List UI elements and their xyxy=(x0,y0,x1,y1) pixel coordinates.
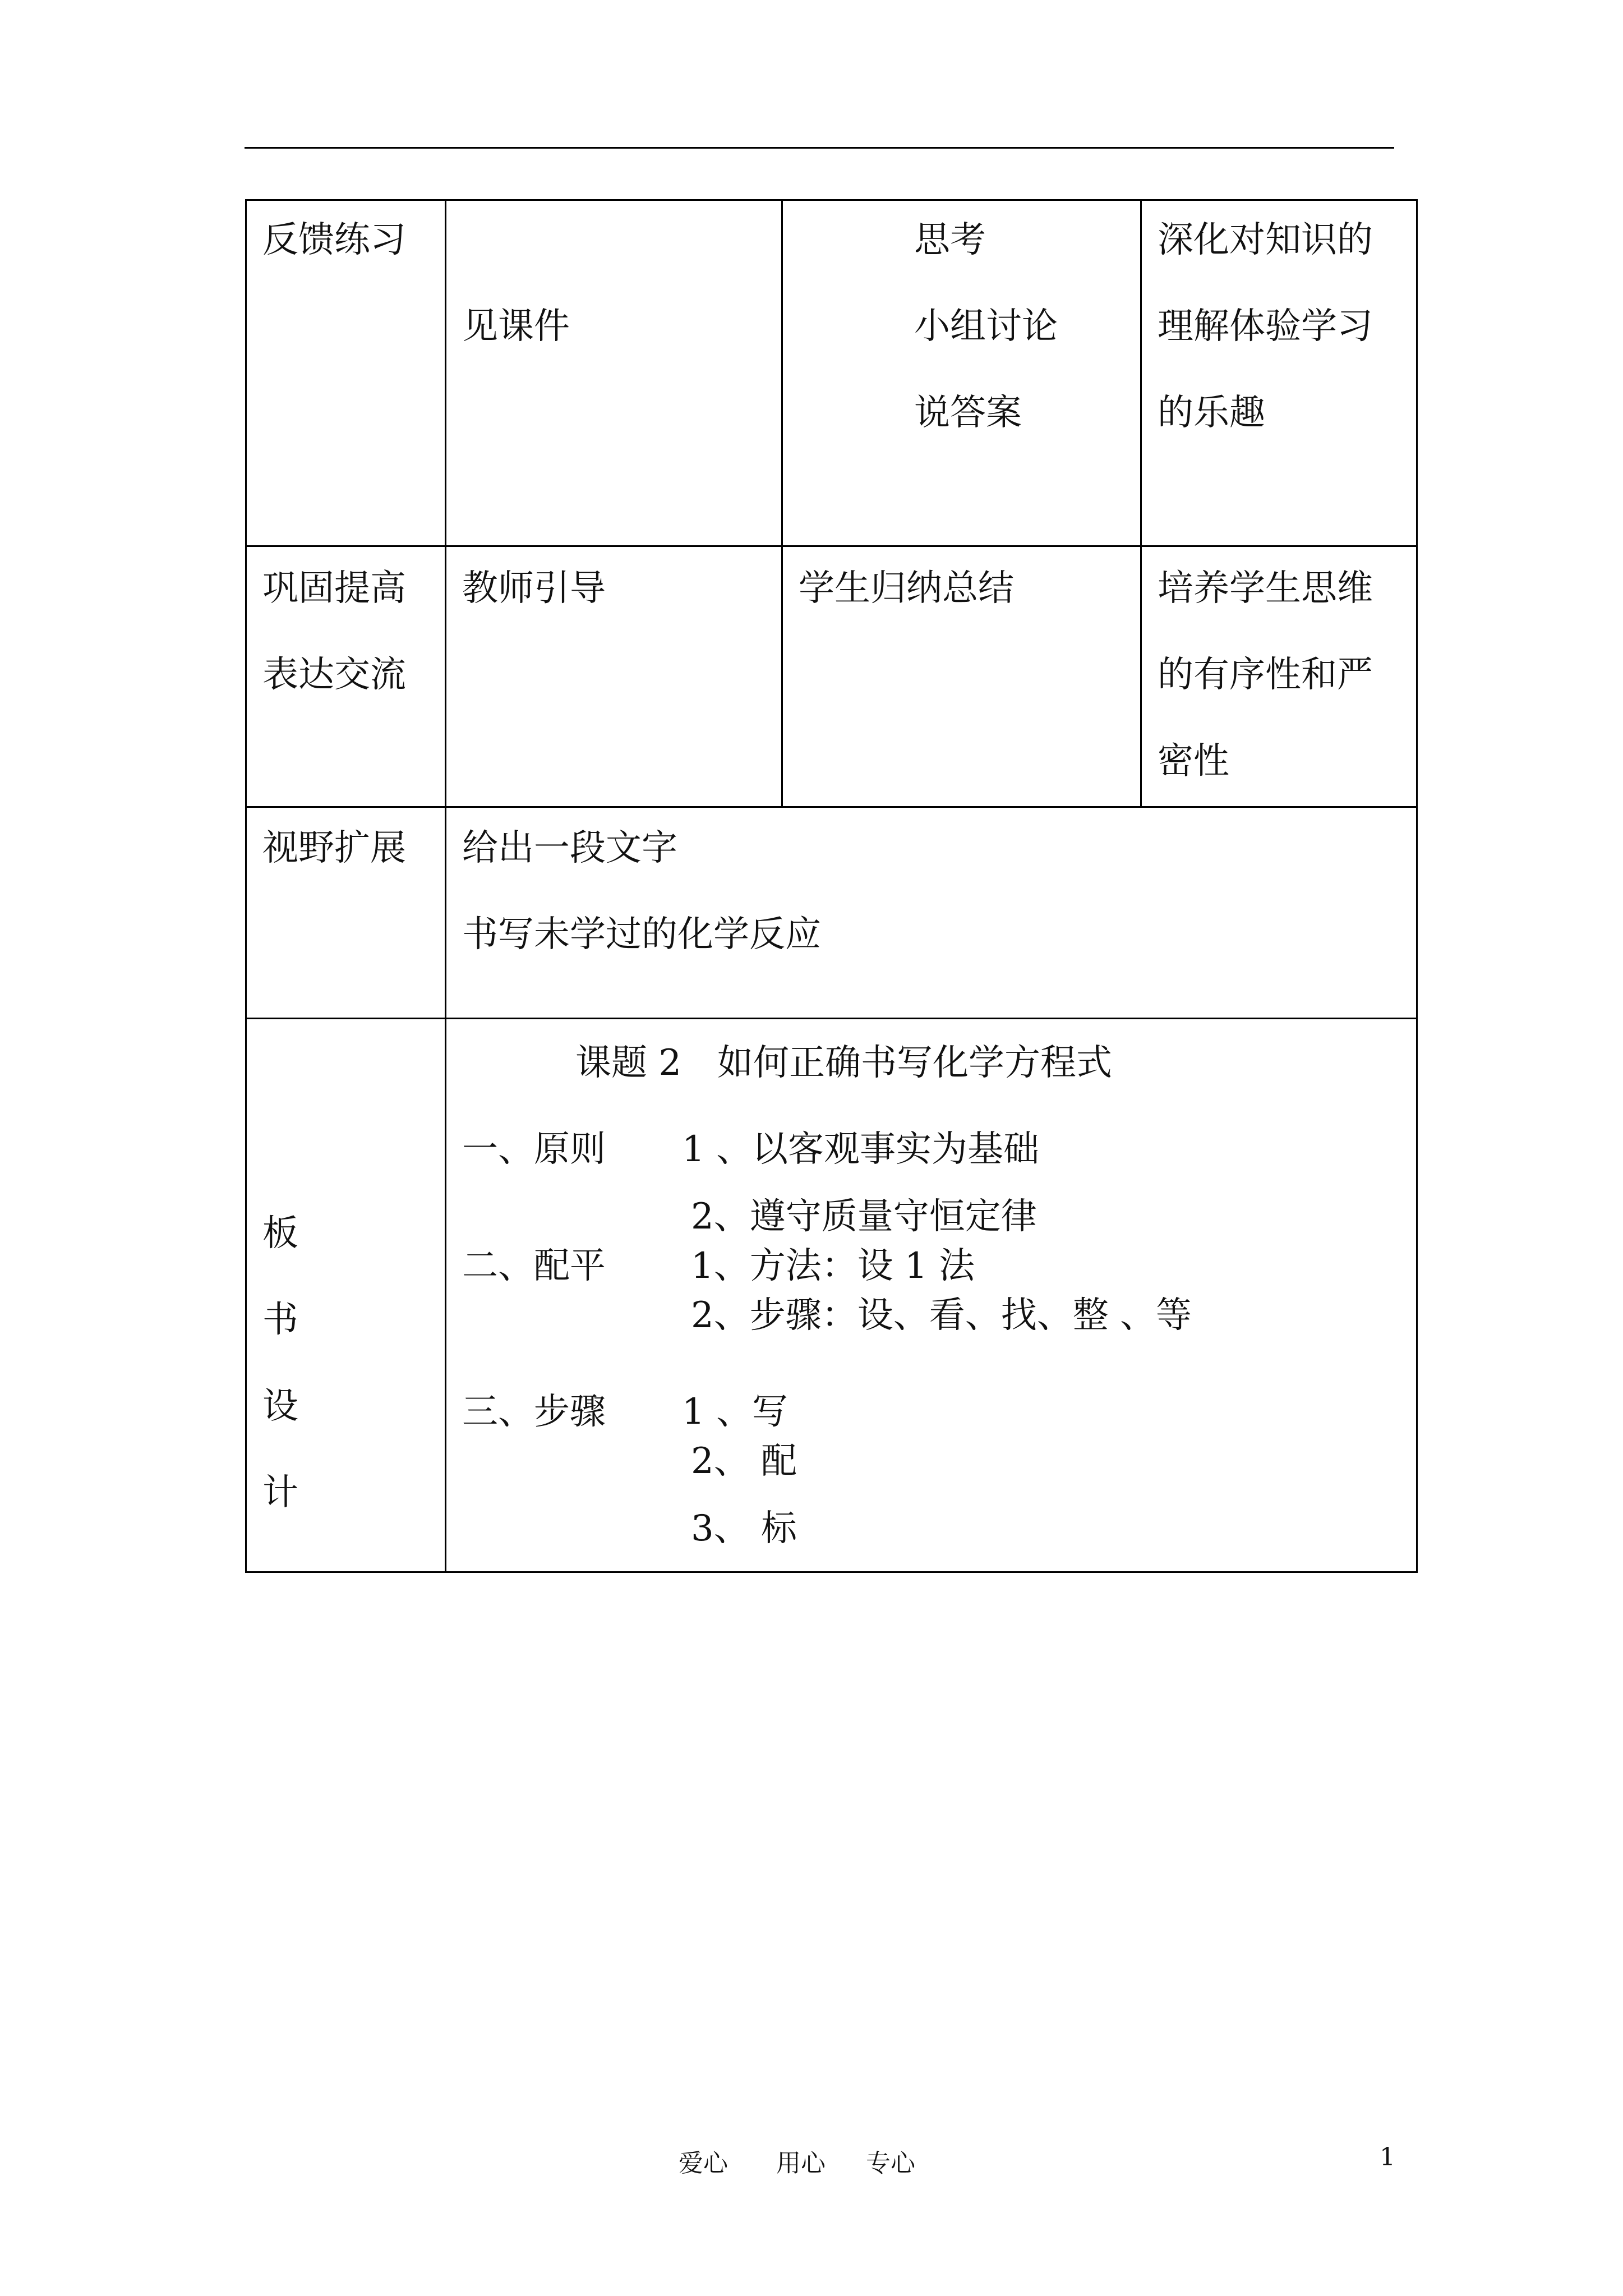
teacher-activity-cell xyxy=(446,546,782,807)
extension-content-cell xyxy=(446,807,1417,1019)
footer-motto-2: 用心 xyxy=(776,2149,826,2178)
teacher-activity-text: 见课件 xyxy=(462,306,570,347)
row-label-cell xyxy=(246,200,446,546)
teacher-activity-cell xyxy=(446,200,782,546)
board-section-item: 2、遵守质量守恒定律 xyxy=(691,1196,1037,1237)
row-label-line: 视野扩展 xyxy=(262,827,406,869)
footer-motto-1: 爱心 xyxy=(679,2149,728,2178)
student-activity-text: 学生归纳总结 xyxy=(799,568,1014,609)
board-label-char: 书 xyxy=(262,1299,298,1341)
design-intent-line: 的乐趣 xyxy=(1158,392,1265,434)
board-section-item: 3、 标 xyxy=(691,1508,797,1549)
board-label-char: 设 xyxy=(262,1386,298,1427)
table-row xyxy=(246,807,1417,1019)
design-intent-line: 理解体验学习 xyxy=(1158,306,1373,347)
extension-line: 给出一段文字 xyxy=(462,827,677,869)
board-section-item: 1 、写 xyxy=(682,1391,789,1433)
row-label-line: 反馈练习 xyxy=(262,219,406,261)
row-label-cell xyxy=(246,1019,446,1572)
board-section-item: 2、 配 xyxy=(691,1441,797,1482)
student-activity-line: 思考 xyxy=(914,219,986,261)
board-section-heading: 二、配平 xyxy=(462,1245,606,1287)
row-label-line: 巩固提高 xyxy=(262,568,406,609)
row-label-cell xyxy=(246,807,446,1019)
board-design-cell xyxy=(446,1019,1417,1572)
board-section-heading: 三、步骤 xyxy=(462,1391,606,1433)
board-section-item: 1、方法：设 1 法 xyxy=(691,1245,975,1287)
design-intent-line: 深化对知识的 xyxy=(1158,219,1373,261)
row-label-line: 表达交流 xyxy=(262,654,406,696)
student-activity-line: 小组讨论 xyxy=(914,306,1058,347)
student-activity-cell xyxy=(782,200,1141,546)
page-number: 1 xyxy=(1380,2143,1395,2171)
student-activity-cell xyxy=(782,546,1141,807)
board-section-item: 1 、以客观事实为基础 xyxy=(682,1129,1040,1170)
table-row xyxy=(246,200,1417,546)
table-row xyxy=(246,1019,1417,1572)
board-label-char: 计 xyxy=(262,1472,298,1513)
design-intent-line: 密性 xyxy=(1158,740,1229,782)
extension-line: 书写未学过的化学反应 xyxy=(462,914,821,955)
lesson-table xyxy=(245,199,1418,1573)
table-row xyxy=(246,546,1417,807)
design-intent-line: 的有序性和严 xyxy=(1158,654,1373,696)
row-label-cell xyxy=(246,546,446,807)
board-title: 课题 2 如何正确书写化学方程式 xyxy=(575,1042,1113,1084)
design-intent-cell xyxy=(1141,546,1417,807)
board-label-char: 板 xyxy=(262,1213,298,1254)
design-intent-cell xyxy=(1141,200,1417,546)
board-section-item: 2、步骤：设、看、找、整 、等 xyxy=(691,1295,1192,1336)
footer-motto-3: 专心 xyxy=(866,2149,915,2178)
header-rule xyxy=(245,147,1394,149)
design-intent-line: 培养学生思维 xyxy=(1158,568,1373,609)
teacher-activity-text: 教师引导 xyxy=(462,568,606,609)
student-activity-line: 说答案 xyxy=(914,392,1022,434)
board-section-heading: 一、原则 xyxy=(462,1129,606,1170)
